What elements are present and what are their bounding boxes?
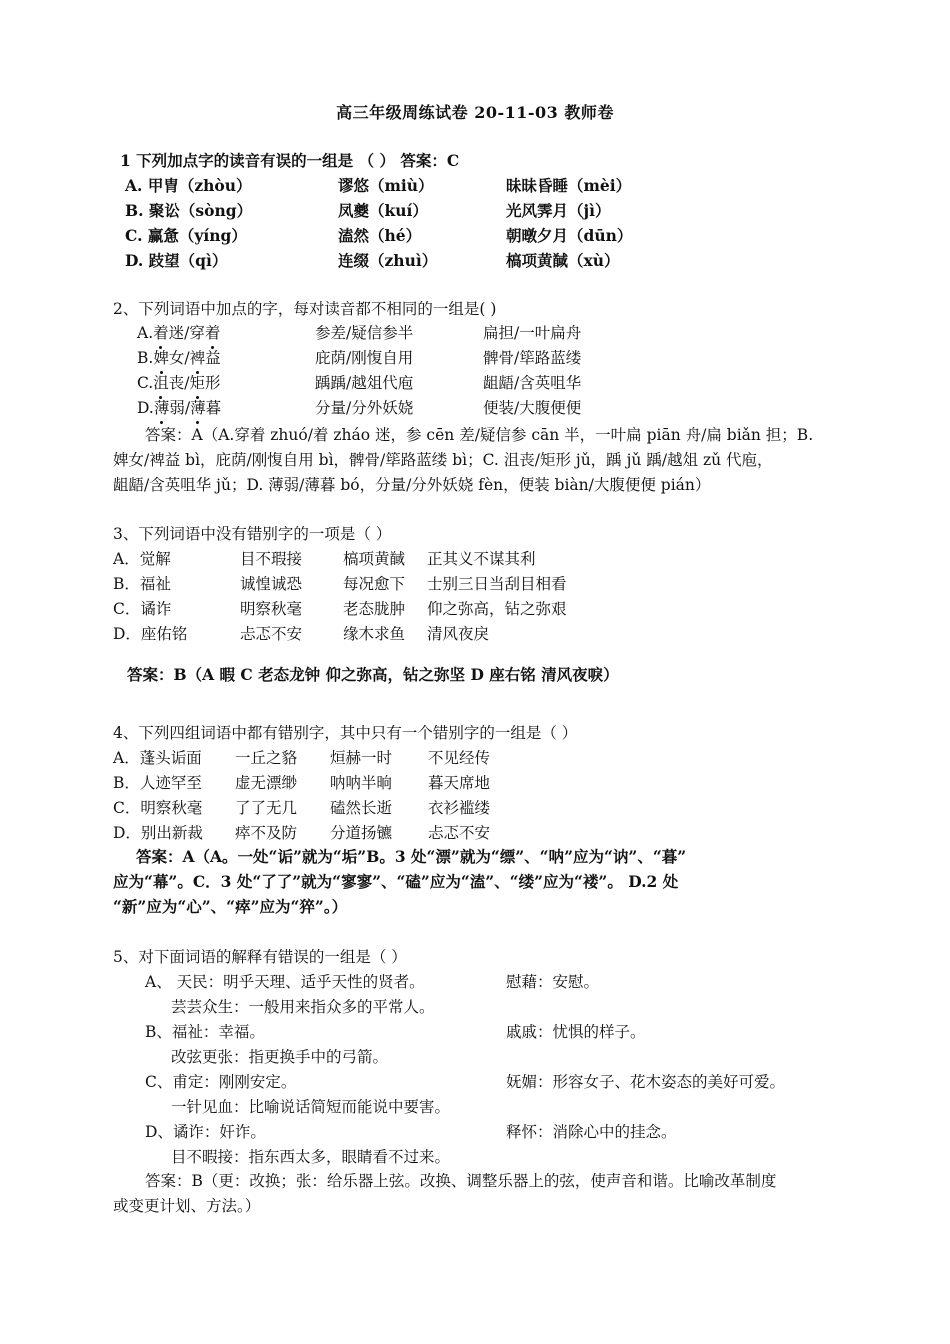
q4-option-cell: 暮天席地: [428, 774, 491, 792]
q2-option-cell: B.婢女/裨益: [137, 349, 221, 367]
emphasis-dot-char: 婢: [153, 349, 169, 367]
q4-stem: 4、下列四组词语中都有错别字，其中只有一个错别字的一组是（ ）: [113, 724, 578, 742]
q1-option-cell: 昧昧昏睡（mèi）: [506, 176, 632, 195]
q3-option-cell: A．觉解: [113, 550, 171, 568]
q5-option-cell: 戚戚：忧惧的样子。: [506, 1023, 646, 1041]
q4-option-cell: D．别出新裁: [113, 824, 203, 842]
q3-answer: 答案：B（A 暇 C 老态龙钟 仰之弥高，钻之弥坚 D 座右铭 清风夜唳）: [127, 665, 619, 684]
q2-option-cell: 踽踽/越俎代庖: [315, 374, 414, 392]
page-title: 高三年级周练试卷 20-11-03 教师卷: [336, 103, 614, 122]
q4-option-cell: 一丘之貉: [235, 749, 298, 767]
q3-stem: 3、下列词语中没有错别字的一项是（ ）: [113, 525, 392, 543]
q3-option-cell: 槁项黄馘: [343, 550, 406, 568]
q5-option-cell: 妩媚：形容女子、花木姿态的美好可爱。: [506, 1073, 786, 1091]
q1-option-cell: C. 赢惫（yíng）: [125, 226, 247, 245]
emphasis-dot-char: 薄: [153, 399, 170, 417]
q3-option-cell: 正其义不谋其利: [427, 550, 536, 568]
emphasis-dot-char: 矩: [189, 374, 206, 392]
q3-option-cell: 老态胧肿: [343, 600, 406, 618]
q4-option-cell: 呐呐半晌: [330, 774, 393, 792]
q3-option-cell: 清风夜戾: [427, 625, 490, 643]
q1-option-cell: 连缀（zhuì）: [338, 251, 438, 270]
q2-option-cell: 庇荫/刚愎自用: [315, 349, 414, 367]
q3-option-cell: 仰之弥高，钻之弥艰: [427, 600, 567, 618]
q1-option-cell: D. 跂望（qì）: [125, 251, 228, 270]
q4-option-cell: 衣衫褴缕: [428, 799, 491, 817]
emphasis-dot-char: 着: [204, 324, 221, 342]
q3-option-cell: C．谲诈: [113, 600, 172, 618]
q2-option-cell: C.沮丧/矩形: [137, 374, 221, 392]
emphasis-dot-char: 薄: [190, 399, 206, 417]
q4-answer-line-3: “新”应为“心”、“瘁”应为“猝”。）: [113, 897, 348, 916]
q2-stem: 2、下列词语中加点的字，每对读音都不相同的一组是( ): [113, 300, 497, 318]
q5-option-cell: 芸芸众生：一般用来指众多的平常人。: [171, 998, 435, 1016]
q5-option-cell: 目不暇接：指东西太多，眼睛看不过来。: [171, 1148, 451, 1166]
q1-option-cell: 溘然（hé）: [338, 226, 422, 245]
q3-option-cell: 每况愈下: [343, 575, 406, 593]
q3-option-cell: 缘木求鱼: [343, 625, 406, 643]
q4-option-cell: A．蓬头诟面: [113, 749, 202, 767]
q1-option-cell: A. 甲胄（zhòu）: [125, 176, 252, 195]
q4-option-cell: B．人迹罕至: [113, 774, 202, 792]
q1-option-cell: 谬悠（miù）: [338, 176, 434, 195]
q1-option-cell: 光风霁月（jì）: [506, 201, 611, 220]
q4-option-cell: 磕然长逝: [330, 799, 393, 817]
q2-option-cell: D.薄弱/薄暮: [137, 399, 222, 417]
emphasis-dot-char: 沮: [153, 374, 169, 392]
q2-answer-line-2: 婢女/裨益 bì，庇荫/刚愎自用 bì，髀骨/筚路蓝缕 bì；C. 沮丧/矩形 jǔ，踽 jǔ 踽/越俎 zǔ 代庖，: [113, 451, 773, 469]
q2-answer-line-3: 龃龉/含英咀华 jǔ；D. 薄弱/薄暮 bó，分量/分外妖娆 fèn，便装 biàn/大腹便便 pián）: [113, 476, 711, 494]
q2-option-cell: 分量/分外妖娆: [315, 399, 414, 417]
q4-option-cell: C．明察秋毫: [113, 799, 203, 817]
emphasis-dot-char: 着: [153, 324, 169, 342]
q5-option-cell: C、甫定：刚刚安定。: [145, 1073, 297, 1091]
q4-option-cell: 瘁不及防: [235, 824, 298, 842]
q5-option-cell: 慰藉：安慰。: [506, 973, 600, 991]
q1-option-cell: B. 聚讼（sòng）: [125, 201, 253, 220]
q1-stem: 1 下列加点字的读音有误的一组是 （ ） 答案：C: [120, 151, 460, 170]
q1-option-cell: 凤夔（kuí）: [338, 201, 428, 220]
q2-answer-line-1: 答案：A（A.穿着 zhuó/着 zháo 迷，参 cēn 差/疑信参 cān 半，一叶扁 piān 舟/扁 biǎn 担；B.: [145, 426, 814, 444]
q4-option-cell: 了了无几: [235, 799, 298, 817]
q2-option-cell: A.着迷/穿着: [137, 324, 221, 342]
q2-option-cell: 龃龉/含英咀华: [483, 374, 582, 392]
q2-option-cell: 髀骨/筚路蓝缕: [483, 349, 582, 367]
q4-answer-line-2: 应为“幕”。C．3 处“了了”就为“寥寥”、“磕”应为“溘”、“缕”应为“褛”。 D.2 处: [113, 872, 679, 891]
q5-option-cell: D、谲诈：奸诈。: [145, 1123, 266, 1141]
q2-option-cell: 参差/疑信参半: [315, 324, 414, 342]
q3-option-cell: 士别三日当刮目相看: [427, 575, 567, 593]
q1-option-cell: 朝暾夕月（dūn）: [506, 226, 633, 245]
q5-stem: 5、对下面词语的解释有错误的一组是（ ）: [113, 948, 407, 966]
q3-option-cell: 目不瑕接: [240, 550, 303, 568]
q5-answer-line-2: 或变更计划、方法。）: [113, 1197, 261, 1215]
q5-option-cell: 一针见血：比喻说话简短而能说中要害。: [171, 1098, 451, 1116]
q5-option-cell: 释怀：消除心中的挂念。: [506, 1123, 677, 1141]
q3-option-cell: B．福祉: [113, 575, 171, 593]
q2-option-cell: 扁担/一叶扁舟: [483, 324, 582, 342]
q4-answer-line-1: 答案：A（A。一处“诟”就为“垢”B。3 处“漂”就为“缥”、“呐”应为“讷”、“暮”: [136, 847, 687, 866]
q3-option-cell: 忐忑不安: [240, 625, 303, 643]
q4-option-cell: 虚无漂缈: [235, 774, 298, 792]
emphasis-dot-char: 裨: [189, 349, 206, 367]
q3-option-cell: 诚惶诚恐: [240, 575, 303, 593]
q5-option-cell: A、 天民：明乎天理、适乎天性的贤者。: [145, 973, 425, 991]
q3-option-cell: D．座佑铭: [113, 625, 188, 643]
q4-option-cell: 忐忑不安: [428, 824, 491, 842]
q4-option-cell: 烜赫一时: [330, 749, 393, 767]
q2-option-cell: 便装/大腹便便: [483, 399, 582, 417]
q5-option-cell: B、福祉：幸福。: [145, 1023, 265, 1041]
q4-option-cell: 分道扬镳: [330, 824, 393, 842]
q5-option-cell: 改弦更张：指更换手中的弓箭。: [171, 1048, 389, 1066]
q4-option-cell: 不见经传: [428, 749, 491, 767]
q3-option-cell: 明察秋毫: [240, 600, 303, 618]
q5-answer-line-1: 答案：B（更：改换；张：给乐器上弦。改换、调整乐器上的弦，使声音和谐。比喻改革制度: [145, 1172, 777, 1190]
q1-option-cell: 槁项黄馘（xù）: [506, 251, 620, 270]
